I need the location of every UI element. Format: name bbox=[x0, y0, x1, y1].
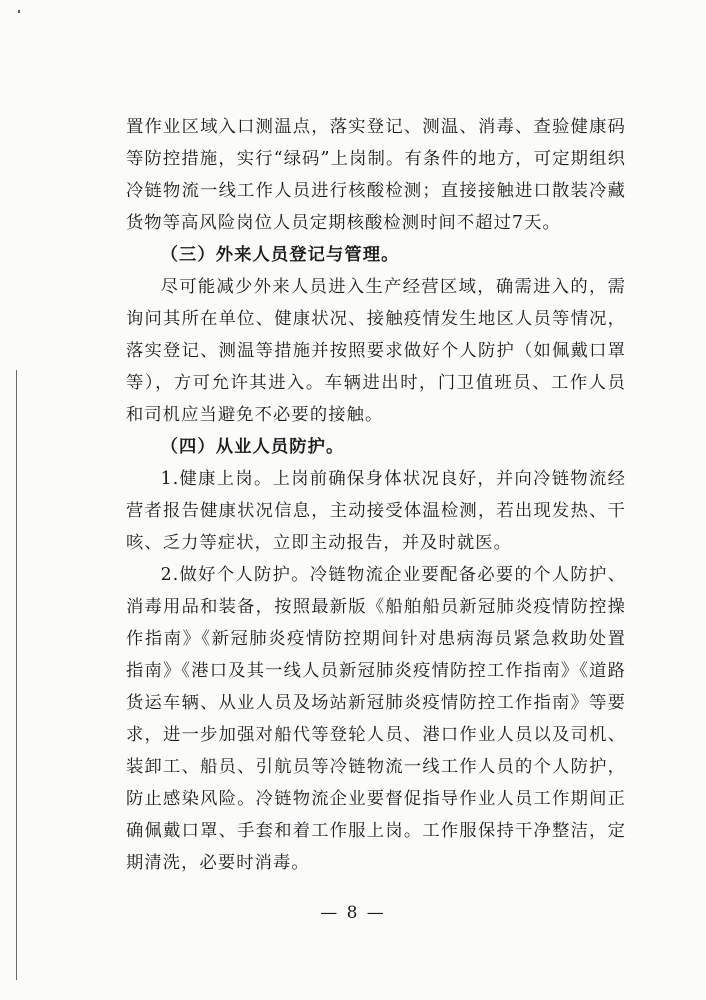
section-heading-3: （三）外来人员登记与管理。 bbox=[160, 245, 400, 265]
paragraph-personal-protection: 2.做好个人防护。冷链物流企业要配备必要的个人防护、消毒用品和装备，按照最新版《船舶船员新冠肺炎疫情防控操作指南》《新冠肺炎疫情防控期间针对患病海员紧急救助处置指南》《港口及其一线人员新冠肺炎疫情防控工作指南》《道路货运车辆、从业人员及场站新冠肺炎疫情防控工作指南》等要求，进一步加强对船代等登轮人员、港口作业人员以及司机、装卸工、船员、引航员等冷链物流一线工作人员的个人防护，防止感染风险。冷链物流企业要督促指导作业人员工作期间正确佩戴口罩、手套和着工作服上岗。工作服保持干净整洁，定期清洗，必要时消毒。 bbox=[126, 565, 626, 873]
page-number: — 8 — bbox=[320, 903, 386, 923]
paragraph-health-check: 1.健康上岗。上岗前确保身体状况良好，并向冷链物流经营者报告健康状况信息，主动接受体温检测，若出现发热、干咳、乏力等症状，立即主动报告，并及时就医。 bbox=[126, 469, 626, 553]
document-body bbox=[126, 111, 626, 879]
section-heading-4: （四）从业人员防护。 bbox=[160, 437, 345, 457]
paragraph-visitor-management: 尽可能减少外来人员进入生产经营区域，确需进入的，需询问其所在单位、健康状况、接触疫情发生地区人员等情况，落实登记、测温等措施并按照要求做好个人防护（如佩戴口罩等），方可允许其进入。车辆进出时，门卫值班员、工作人员和司机应当避免不必要的接触。 bbox=[126, 277, 626, 425]
binding-margin-line bbox=[16, 370, 17, 980]
paragraph-continuation: 置作业区域入口测温点，落实登记、测温、消毒、查验健康码等防控措施，实行“绿码”上岗制。有条件的地方，可定期组织冷链物流一线工作人员进行核酸检测；直接接触进口散装冷藏货物等高风险岗位人员定期核酸检测时间不超过7天。 bbox=[126, 117, 626, 233]
scan-speck bbox=[18, 10, 20, 13]
